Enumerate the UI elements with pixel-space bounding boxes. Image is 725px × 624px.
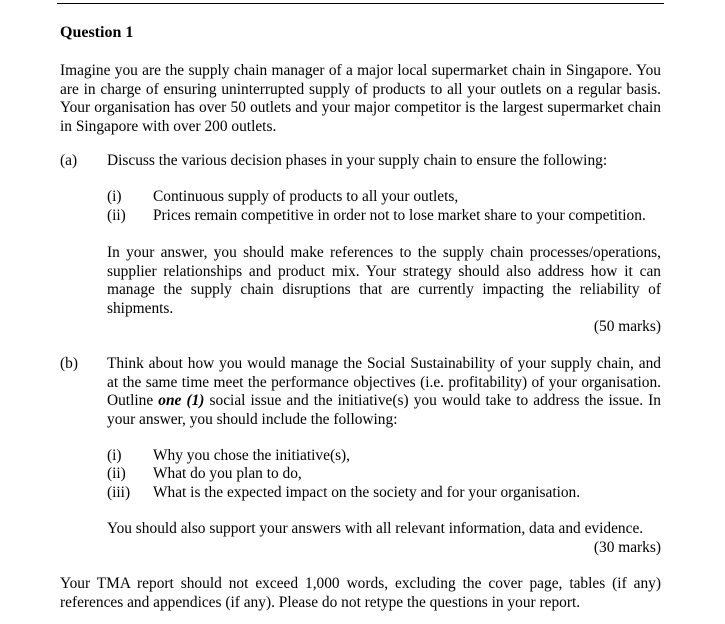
part-a-marks: (50 marks) xyxy=(593,318,661,335)
part-a-item xyxy=(107,207,667,226)
part-b-prompt-start: Think about how you would manage the Social Sustainability of your supply chain, and at the same time meet the performance objectives (i.e. profitability) of your organisation. Outline xyxy=(107,355,661,410)
part-a-item-number: (ii) xyxy=(107,207,126,224)
part-a-item-text: Continuous supply of products to all your outlets, xyxy=(153,188,459,205)
part-b-item xyxy=(107,465,667,484)
part-b-item xyxy=(107,447,667,466)
part-b-marks: (30 marks) xyxy=(593,539,661,556)
question-intro: Imagine you are the supply chain manager of a major local supermarket chain in Singapore. You are in charge of ensuring uninterrupted supply of products to all your outlets on a regular basis. Your organisation has over 50 outlets and your major competitor is the largest supermarket chain in Singapore with over 200 outlets. xyxy=(60,62,661,135)
part-b-item-text: What is the expected impact on the society and for your organisation. xyxy=(153,484,581,501)
part-b-guidance: You should also support your answers with all relevant information, data and evidence. xyxy=(107,520,644,537)
part-a-item xyxy=(107,188,667,207)
part-b-item-text: What do you plan to do, xyxy=(153,465,302,482)
part-a-label: (a) xyxy=(60,152,78,169)
part-a-item-text: Prices remain competitive in order not to lose market share to your competition. xyxy=(153,207,646,224)
part-b-item-number: (ii) xyxy=(107,465,126,482)
part-b-prompt-end: social issue and the initiative(s) you would take to address the issue. In your answer, you should include the following: xyxy=(107,392,662,428)
part-b-item-text: Why you chose the initiative(s), xyxy=(153,447,351,464)
part-a-item-number: (i) xyxy=(107,188,122,205)
top-divider xyxy=(57,3,664,4)
part-b-item-number: (i) xyxy=(107,447,122,464)
word-limit-note: Your TMA report should not exceed 1,000 words, excluding the cover page, tables (if any) references and appendices (if any). Please do not retype the questions in your report. xyxy=(60,575,661,611)
part-b-item xyxy=(107,484,667,503)
part-a-prompt: Discuss the various decision phases in your supply chain to ensure the following: xyxy=(107,152,608,169)
part-b-item-number: (iii) xyxy=(107,484,131,501)
part-b-prompt xyxy=(107,355,661,429)
part-a-guidance: In your answer, you should make references to the supply chain processes/operations, supplier relationships and product mix. Your strategy should also address how it can manage the supply chain disruptions that are currently impacting the reliability of shipments. xyxy=(107,244,661,317)
question-title: Question 1 xyxy=(60,24,134,41)
part-b-prompt-emphasis: one (1) xyxy=(158,392,205,410)
part-b-label: (b) xyxy=(60,355,78,372)
